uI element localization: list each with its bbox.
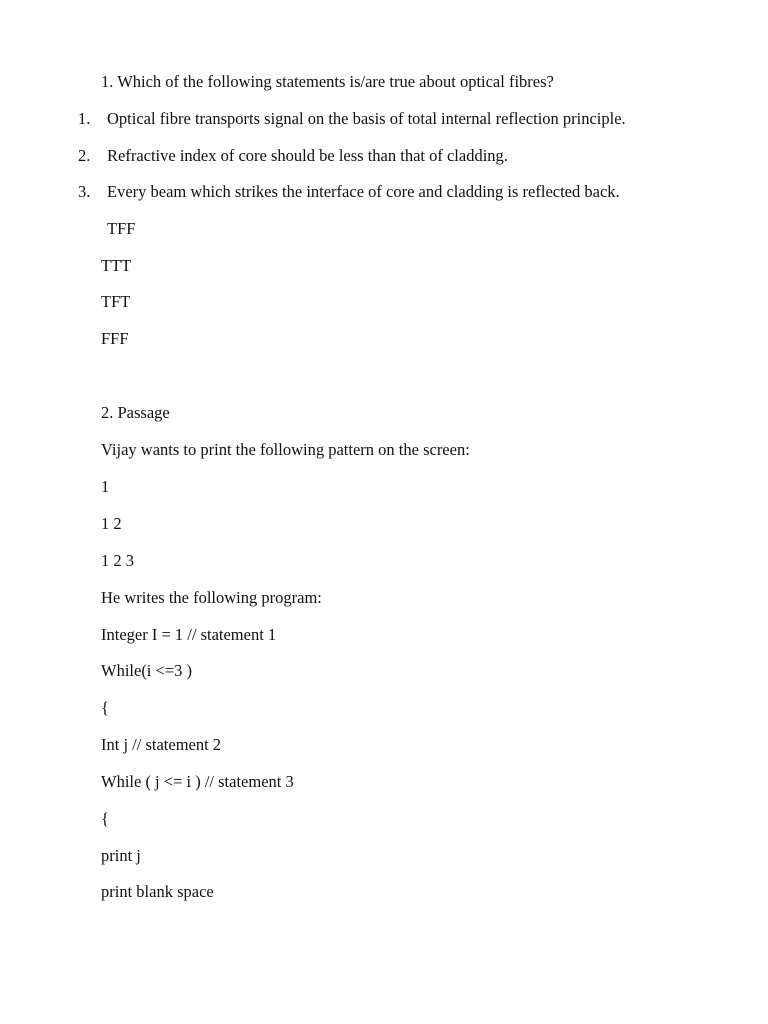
option-2: TTT	[101, 256, 132, 275]
q2-intro: Vijay wants to print the following pattern on the screen:	[101, 440, 470, 459]
code-line: print j	[101, 846, 141, 865]
option-1: TFF	[107, 219, 136, 238]
pattern-line: 1 2	[101, 514, 122, 533]
option-4: FFF	[101, 329, 129, 348]
code-line: While ( j <= i ) // statement 3	[101, 772, 294, 791]
statement-number: 3.	[78, 182, 91, 201]
pattern-line: 1 2 3	[101, 551, 134, 570]
code-line: print blank space	[101, 882, 214, 901]
statement-text: Refractive index of core should be less than that of cladding.	[107, 146, 508, 165]
pattern-line: 1	[101, 477, 110, 496]
code-line: Integer I = 1 // statement 1	[101, 625, 277, 644]
q1-heading: 1. Which of the following statements is/are true about optical fibres?	[101, 72, 554, 91]
q2-heading: 2. Passage	[101, 403, 170, 422]
statement-number: 2.	[78, 146, 91, 165]
code-line: {	[101, 809, 109, 828]
code-line: While(i <=3 )	[101, 661, 192, 680]
statement-number: 1.	[78, 109, 91, 128]
statement-text: Every beam which strikes the interface of core and cladding is reflected back.	[107, 182, 620, 201]
code-line: {	[101, 698, 109, 717]
code-line: Int j // statement 2	[101, 735, 222, 754]
program-intro: He writes the following program:	[101, 588, 322, 607]
option-3: TFT	[101, 292, 131, 311]
statement-text: Optical fibre transports signal on the basis of total internal reflection principle.	[107, 109, 626, 128]
